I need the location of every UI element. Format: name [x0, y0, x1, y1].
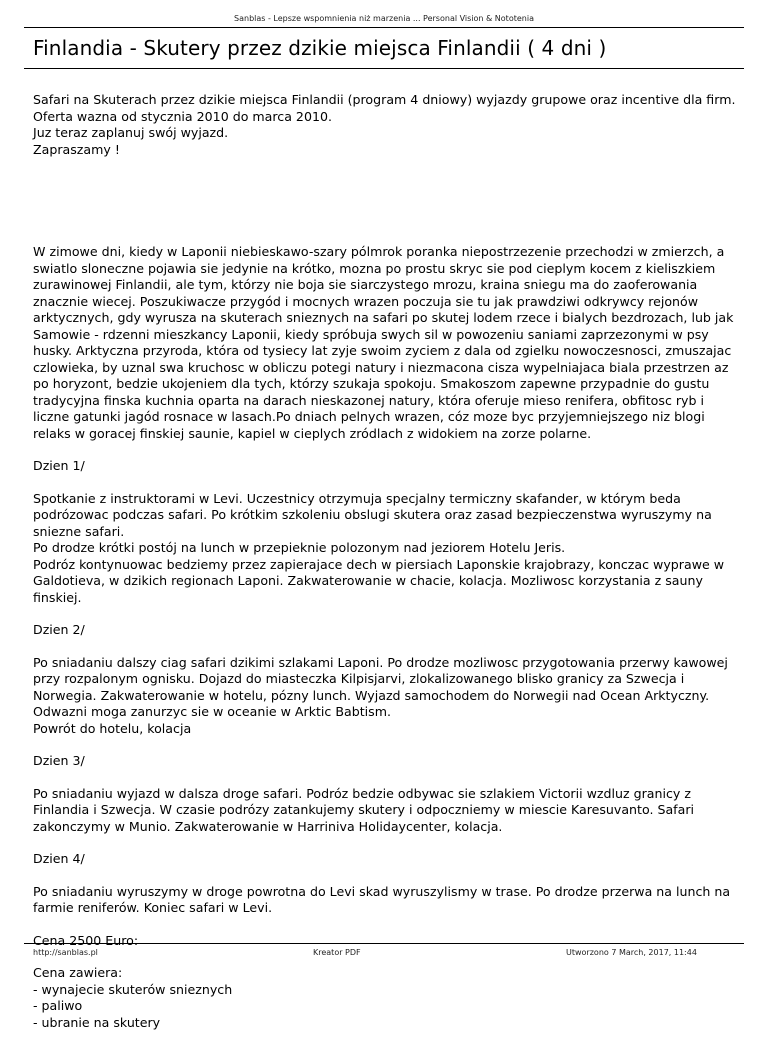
day-1-line: Po drodze krótki postój na lunch w przepieknie polozonym nad jeziorem Hotelu Jeris. [33, 540, 566, 555]
page-title: Finlandia - Skutery przez dzikie miejsca Finlandii ( 4 dni ) [33, 36, 607, 60]
day-2-line: Po sniadaniu dalszy ciag safari dzikimi szlakami Laponi. Po drodze mozliwosc przygotowania przerwy kawowej przy rozpalonym ognisku. Dojazd do miasteczka Kilpisjarvi, zlokalizowanego blisko granicy za Szwecja i Norwegia. Zakwaterowanie w hotelu, pózny lunch. Wyjazd samochodem do Norwegii nad Ocean Arktyczny. Odwazni moga zanurzyc sie w oceanie w Arktic Babtism. [33, 654, 728, 719]
title-divider [24, 68, 744, 69]
day-4-paragraph: Po sniadaniu wyruszymy w droge powrotna do Levi skad wyruszylismy w trase. Po drodze przerwa na lunch na farmie reniferów. Koniec safari w Levi. [33, 883, 731, 915]
main-content [33, 244, 737, 1047]
footer-generator: Kreator PDF [313, 948, 361, 957]
includes-item: - paliwo [33, 998, 83, 1013]
includes-list [33, 965, 737, 1031]
day-4-label: Dzien 4/ [33, 851, 85, 866]
intro-paragraph [33, 92, 737, 158]
includes-heading: Cena zawiera: [33, 965, 123, 980]
day-3-paragraph: Po sniadaniu wyjazd w dalsza droge safari. Podróz bedzie odbywac sie szlakiem Victorii wzdluz granicy z Finlandia i Szwecja. W czasie podrózy zatankujemy skutery i odpoczniemy w miescie Karesuvanto. Safari zakonczymy w Munio. Zakwaterowanie w Harriniva Holidaycenter, kolacja. [33, 785, 695, 834]
day-2-label: Dzien 2/ [33, 622, 85, 637]
description-paragraph: W zimowe dni, kiedy w Laponii niebieskawo-szary pólmrok poranka niepostrzezenie przechodzi w zmierzch, a swiatlo sloneczne pojawia sie jedynie na krótko, mozna po prostu skryc sie pod cieplym kocem z kieliszkiem zurawinowej Finlandii, ale tym, którzy nie boja sie siarczystego mrozu, kraina sniegu ma do zaoferowania znacznie wiecej. Poszukiwacze przygód i mocnych wrazen poczuja sie tu jak prawdziwi odkrywcy rejonów arktycznych, gdy wyrusza na skuterach snieznych na safari po skutej lodem rzece i bialych bezdrozach, lub jak Samowie - rdzenni mieszkancy Laponii, kiedy spróbuja swych sil w powozeniu saniami zaprzezonymi w psy husky. Arktyczna przyroda, która od tysiecy lat zyje swoim zyciem z dala od zgielku nowoczesnosci, zmuszajac czlowieka, by uznal swa kruchosc w obliczu potegi natury i niezmacona cisza wypelniajaca biala przestrzen az po horyzont, bedzie ukojeniem dla tych, którzy szukaja spokoju. Smakoszom zapewne przypadnie do gustu tradycyjna finska kuchnia oparta na darach nieskazonej natury, która oferuje mieso renifera, obfitosc ryb i liczne gatunki jagód rosnace w lasach.Po dniach pelnych wrazen, cóz moze byc przyjemniejszego niz blogi relaks w goracej finskiej saunie, kapiel w cieplych zródlach z widokiem na zorze polarne. [33, 244, 734, 441]
day-1-line: Podróz kontynuowac bedziemy przez zapierajace dech w piersiach Laponskie krajobrazy, konczac wyprawe w Galdotieva, w dzikich regionach Laponi. Zakwaterowanie w chacie, kolacja. Mozliwosc korzystania z sauny finskiej. [33, 556, 725, 605]
footer-created: Utworzono 7 March, 2017, 11:44 [566, 948, 697, 957]
intro-section [33, 92, 737, 174]
footer-divider [24, 943, 744, 944]
day-1-paragraph [33, 491, 737, 607]
day-1-label: Dzien 1/ [33, 458, 85, 473]
intro-line: Oferta wazna od stycznia 2010 do marca 2010. [33, 108, 332, 124]
day-2-line: Powrót do hotelu, kolacja [33, 720, 192, 736]
day-1-line: Spotkanie z instruktorami w Levi. Uczestnicy otrzymuja specjalny termiczny skafander, w którym beda podrózowac podczas safari. Po krótkim szkoleniu obslugi skutera oraz zasad bezpieczenstwa wyruszymy na sniezne safari. [33, 490, 712, 539]
includes-item: - wynajecie skuterów snieznych [33, 981, 233, 997]
footer-url: http://sanblas.pl [33, 948, 98, 957]
intro-line: Juz teraz zaplanuj swój wyjazd. [33, 125, 229, 140]
day-2-paragraph [33, 655, 737, 738]
day-3-label: Dzien 3/ [33, 753, 85, 768]
price-line: Cena 2500 Euro: [33, 932, 139, 948]
running-header: Sanblas - Lepsze wspomnienia niż marzenia ... Personal Vision & Nototenia [234, 14, 534, 23]
intro-line: Safari na Skuterach przez dzikie miejsca Finlandii (program 4 dniowy) wyjazdy grupowe oraz incentive dla firm. [33, 92, 736, 107]
includes-item: - ubranie na skutery [33, 1014, 161, 1030]
intro-line: Zapraszamy ! [33, 141, 120, 157]
header-divider [24, 27, 744, 28]
